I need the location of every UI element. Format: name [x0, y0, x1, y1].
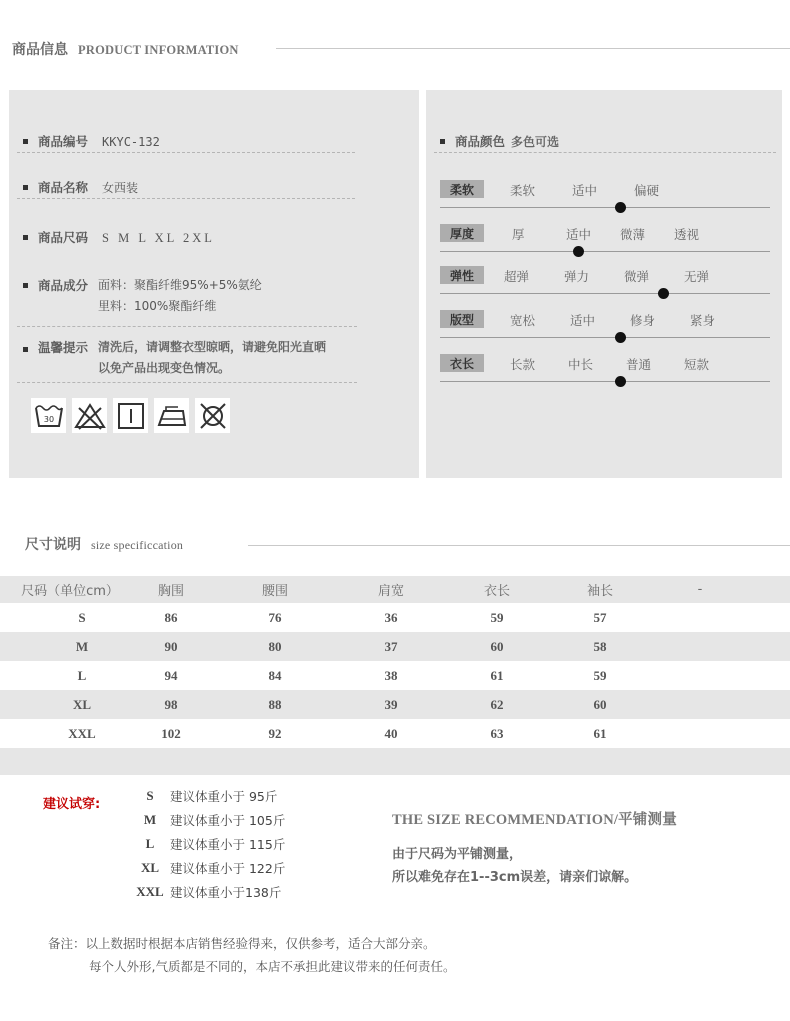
no-bleach-icon [72, 398, 107, 433]
care-tips-row [23, 337, 326, 379]
size-table-cell: 62 [490, 696, 504, 712]
scale-indicator [573, 246, 584, 257]
product-sizes-label: 商品尺码 [38, 230, 89, 245]
size-table-cell: L [77, 667, 87, 683]
wash-30-icon [31, 398, 66, 433]
size-table-row [0, 719, 790, 748]
composition-shell: 面料：聚酯纤维95%+5%氨纶 [98, 278, 262, 292]
recommendation-size: S [146, 788, 154, 803]
size-table-cell: 98 [164, 696, 178, 712]
product-color-row [440, 132, 559, 150]
scale-option: 适中 [572, 183, 598, 198]
scale-tag: 厚度 [440, 224, 484, 242]
dry-flat-icon [113, 398, 148, 433]
scale-tag: 版型 [440, 310, 484, 328]
remark-line-1: 备注：以上数据时根据本店销售经验得来，仅供参考，适合大部分亲。 [48, 936, 436, 951]
size-table-footer [0, 748, 790, 775]
size-table-cell: XL [72, 696, 92, 712]
scale-row [440, 354, 770, 382]
size-table-row [0, 690, 790, 719]
recommendation-item [132, 880, 285, 904]
recommendation-size: M [143, 812, 157, 827]
size-table [0, 576, 790, 775]
product-color-value: 多色可选 [511, 135, 560, 149]
care-tips-line2: 以免产品出现变色情况。 [98, 361, 231, 375]
size-table-header-cell: 衣长 [483, 584, 510, 599]
size-table-cell: 94 [164, 667, 178, 683]
scale-option: 修身 [630, 313, 656, 328]
size-spec-title-en: size specificcation [91, 538, 184, 552]
remark-line-2: 每个人外形,气质都是不同的，本店不承担此建议带来的任何责任。 [89, 959, 456, 974]
bullet-icon [23, 185, 28, 190]
size-table-cell: 92 [268, 725, 282, 741]
recommendation-list [132, 784, 285, 904]
recommendation-weight: 建议体重小于 95斤 [170, 789, 278, 804]
scale-row [440, 180, 770, 208]
size-spec-heading [25, 534, 183, 554]
scale-option: 超弹 [504, 269, 530, 284]
scale-tag: 衣长 [440, 354, 484, 372]
size-spec-title-cn: 尺寸说明 [25, 537, 81, 553]
recommendation-weight: 建议体重小于 105斤 [170, 813, 286, 828]
size-table-header-cell: 腰围 [261, 584, 288, 599]
scale-track [440, 207, 770, 208]
scale-option: 中长 [568, 357, 594, 372]
recommendation-title: THE SIZE RECOMMENDATION/平铺测量 [392, 812, 677, 828]
divider [17, 326, 357, 327]
size-table-row [0, 603, 790, 632]
size-table-cell: 57 [593, 609, 607, 625]
size-table-cell: 63 [490, 725, 504, 741]
size-table-cell: 61 [490, 667, 504, 683]
product-color-label: 商品颜色 [455, 134, 506, 149]
scale-option: 微薄 [620, 227, 646, 242]
size-table-header-cell: 尺码（单位cm） [21, 584, 119, 599]
divider [17, 198, 355, 199]
bullet-icon [23, 139, 28, 144]
size-table-cell: 37 [384, 638, 398, 654]
size-table-cell: 86 [164, 609, 178, 625]
product-code-value: KKYC-132 [102, 135, 160, 149]
scale-indicator [658, 288, 669, 299]
care-icons [31, 398, 230, 433]
no-tumble-dry-icon [195, 398, 230, 433]
size-table-header-cell: 袖长 [586, 584, 613, 599]
product-composition-label: 商品成分 [38, 278, 89, 293]
scale-tag: 柔软 [440, 180, 484, 198]
iron-icon [154, 398, 189, 433]
size-table-cell: XXL [68, 725, 96, 741]
size-table-cell: 102 [161, 725, 181, 741]
attributes-panel [426, 90, 782, 478]
bullet-icon [23, 235, 28, 240]
divider [434, 152, 776, 153]
size-table-header-cell: 胸围 [157, 584, 184, 599]
scale-indicator [615, 376, 626, 387]
divider [17, 382, 357, 383]
recommendation-weight: 建议体重小于 115斤 [170, 837, 286, 852]
size-table-cell: 60 [490, 638, 504, 654]
measurement-note-1: 由于尺码为平铺测量， [392, 847, 523, 862]
product-name-label: 商品名称 [38, 180, 89, 195]
scale-track [440, 251, 770, 252]
recommendation-weight: 建议体重小于138斤 [170, 885, 282, 900]
size-table-cell: 59 [593, 667, 607, 683]
scale-option: 弹力 [564, 269, 590, 284]
size-table-cell: 38 [384, 667, 398, 683]
scale-option: 长款 [510, 357, 536, 372]
product-composition-row [23, 275, 262, 317]
svg-text:30: 30 [43, 414, 54, 424]
size-table-cell: 60 [593, 696, 607, 712]
scale-row [440, 266, 770, 294]
size-table-cell: S [78, 609, 86, 625]
product-info-title-en: PRODUCT INFORMATION [78, 43, 239, 57]
size-table-cell: 88 [268, 696, 282, 712]
scale-option: 宽松 [510, 313, 536, 328]
product-name-row [23, 178, 138, 196]
scale-tag: 弹性 [440, 266, 484, 284]
recommendation-weight: 建议体重小于 122斤 [170, 861, 286, 876]
composition-lining: 里料：100%聚酯纤维 [98, 299, 217, 313]
scale-row [440, 310, 770, 338]
scale-track [440, 381, 770, 382]
care-tips-label: 温馨提示 [38, 340, 89, 355]
scale-option: 普通 [626, 357, 652, 372]
recommendation-size: L [145, 836, 155, 851]
size-table-cell: 39 [384, 696, 398, 712]
recommendation-item [132, 856, 285, 880]
size-table-cell: M [75, 638, 89, 654]
size-table-cell: 36 [384, 609, 398, 625]
bullet-icon [23, 283, 28, 288]
measurement-note-2: 所以难免存在1--3cm误差，请亲们谅解。 [392, 870, 638, 885]
product-details-panel [9, 90, 419, 478]
size-table-cell: 61 [593, 725, 607, 741]
size-table-cell: 84 [268, 667, 282, 683]
recommendation-size: XL [140, 860, 160, 875]
heading-divider [276, 48, 790, 49]
scale-track [440, 337, 770, 338]
size-table-cell: 58 [593, 638, 607, 654]
scale-row [440, 224, 770, 252]
size-table-row [0, 661, 790, 690]
product-info-heading [12, 39, 239, 59]
recommendation-label: 建议试穿: [43, 797, 101, 812]
scale-option: 微弹 [624, 269, 650, 284]
size-table-header-cell: 肩宽 [377, 584, 404, 599]
scale-option: 柔软 [510, 183, 536, 198]
scale-option: 适中 [566, 227, 592, 242]
scale-option: 紧身 [690, 313, 716, 328]
product-code-row [23, 132, 160, 150]
scale-option: 厚 [512, 227, 525, 242]
size-table-cell: 40 [384, 725, 398, 741]
product-code-label: 商品编号 [38, 134, 89, 149]
scale-option: 无弹 [684, 269, 710, 284]
recommendation-item [132, 808, 285, 832]
size-table-cell: 76 [268, 609, 282, 625]
recommendation-item [132, 832, 285, 856]
scale-indicator [615, 332, 626, 343]
product-sizes-row [23, 228, 215, 246]
size-table-header [0, 576, 790, 603]
size-table-cell: 80 [268, 638, 282, 654]
scale-option: 偏硬 [634, 183, 660, 198]
care-tips-line1: 清洗后，请调整衣型晾晒，请避免阳光直晒 [98, 340, 327, 354]
divider [17, 152, 355, 153]
size-table-row [0, 632, 790, 661]
product-name-value: 女西装 [102, 181, 139, 195]
scale-track [440, 293, 770, 294]
size-table-cell: 90 [164, 638, 178, 654]
product-sizes-value: S M L XL 2XL [102, 231, 215, 245]
bullet-icon [440, 139, 445, 144]
bullet-icon [23, 347, 28, 352]
scale-indicator [615, 202, 626, 213]
product-info-title-cn: 商品信息 [12, 42, 68, 58]
scale-option: 适中 [570, 313, 596, 328]
size-table-header-cell: - [697, 582, 703, 597]
heading-divider [248, 545, 790, 546]
scale-option: 透视 [674, 227, 700, 242]
recommendation-size: XXL [136, 884, 164, 899]
scale-option: 短款 [684, 357, 710, 372]
size-table-cell: 59 [490, 609, 504, 625]
recommendation-item [132, 784, 285, 808]
